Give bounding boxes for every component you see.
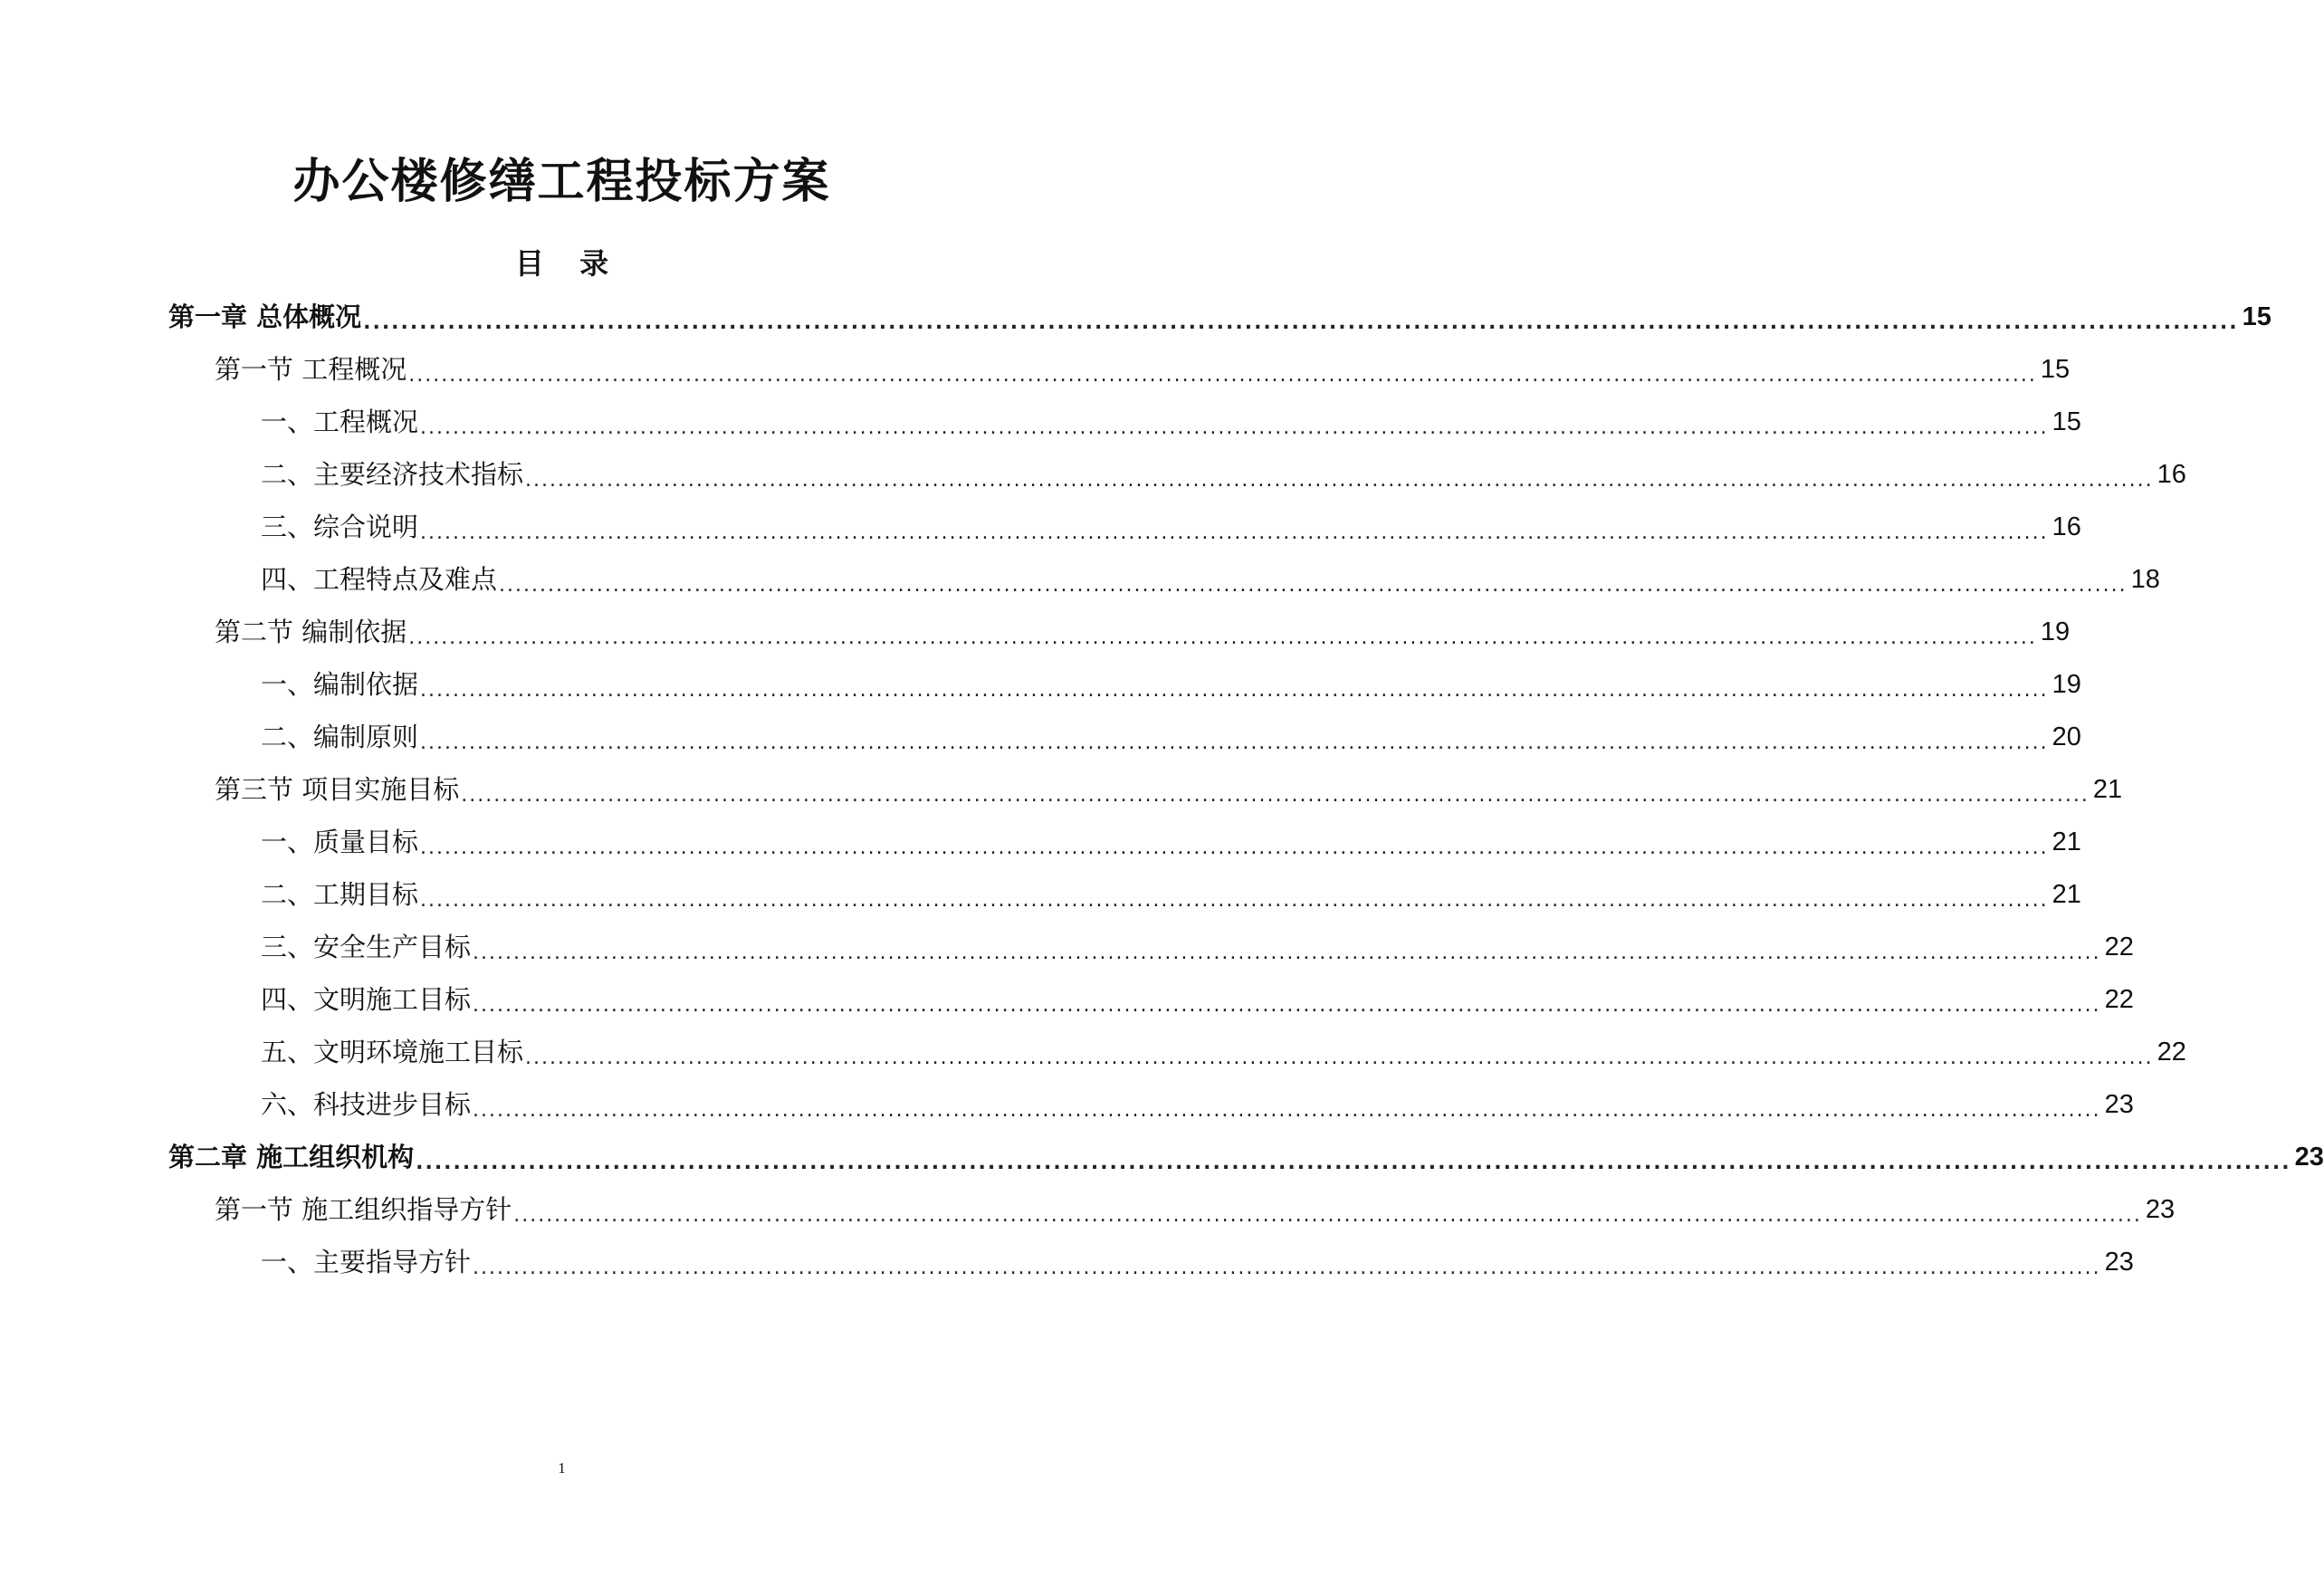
dot-leader: ........................................................................................................................................................................................................ <box>473 1099 2101 1122</box>
toc-entry-title: 四、工程特点及难点 <box>261 564 498 595</box>
toc-entry-page: 21 <box>2092 775 2123 804</box>
toc-entry-title: 第二节 编制依据 <box>215 617 407 647</box>
toc-entry-page: 16 <box>2051 512 2081 541</box>
toc-entry-page: 21 <box>2051 827 2081 856</box>
toc-entry-title: 一、工程概况 <box>261 407 419 437</box>
toc-entry[interactable] <box>261 927 2134 967</box>
toc-entry-title: 三、综合说明 <box>261 512 419 542</box>
dot-leader: ........................................................................................................................................................................................................ <box>408 627 2037 649</box>
dot-leader: ........................................................................................................................................................................................................ <box>420 889 2049 912</box>
toc-entry[interactable] <box>215 349 2071 389</box>
toc-entry-title: 第一节 施工组织指导方针 <box>215 1194 512 1225</box>
toc-entry-page: 22 <box>2157 1038 2186 1067</box>
dot-leader: ........................................................................................................................................................................................................ <box>420 732 2049 754</box>
dot-leader: ........................................................................................................................................................................................................ <box>499 574 2128 597</box>
toc-entry-title: 三、安全生产目标 <box>261 932 472 962</box>
toc-entry[interactable] <box>261 822 2081 862</box>
toc-entry-title: 第二章 施工组织机构 <box>168 1142 415 1172</box>
toc-heading: 目 录 <box>514 246 622 281</box>
toc-entry-page: 22 <box>2104 985 2134 1014</box>
toc-entry-page: 19 <box>2040 617 2071 646</box>
toc-entry-title: 一、质量目标 <box>261 827 419 857</box>
toc-entry-page: 19 <box>2051 670 2081 699</box>
toc-entry-title: 二、编制原则 <box>261 722 419 752</box>
dot-leader: ........................................................................................................................................................................................................ <box>420 416 2049 439</box>
toc-entry[interactable] <box>215 770 2123 809</box>
toc-entry-page: 16 <box>2157 460 2186 489</box>
toc-entry[interactable] <box>261 454 2186 494</box>
toc-entry[interactable] <box>261 507 2081 547</box>
toc-entry-page: 21 <box>2051 880 2081 909</box>
toc-entry-title: 一、主要指导方针 <box>261 1247 472 1277</box>
toc-entry-page: 23 <box>2104 1090 2134 1119</box>
dot-leader: ........................................................................................................................................................................................................ <box>473 942 2101 964</box>
toc-entry-title: 第三节 项目实施目标 <box>215 774 460 805</box>
toc-entry[interactable] <box>261 717 2081 757</box>
toc-entry-page: 15 <box>2040 355 2071 384</box>
toc-entry[interactable] <box>261 1242 2134 1282</box>
toc-entry-title: 二、工期目标 <box>261 879 419 910</box>
toc-entry-page: 15 <box>2242 302 2271 331</box>
document-title: 办公楼修缮工程投标方案 <box>292 155 831 209</box>
toc-entry-page: 15 <box>2051 407 2081 436</box>
toc-entry-title: 一、编制依据 <box>261 669 419 700</box>
toc-entry-page: 23 <box>2294 1143 2324 1172</box>
toc-entry-page: 23 <box>2104 1248 2134 1277</box>
toc-entry-title: 二、主要经济技术指标 <box>261 459 524 490</box>
toc-entry-title: 四、文明施工目标 <box>261 984 472 1015</box>
dot-leader: ........................................................................................................................................................................................................ <box>525 1047 2154 1069</box>
dot-leader: ........................................................................................................................................................................................................ <box>525 469 2154 492</box>
dot-leader: ........................................................................................................................................................................................................ <box>420 679 2049 702</box>
dot-leader: ........................................................................................................................................................................................................ <box>513 1204 2142 1227</box>
toc-entry[interactable] <box>261 402 2081 442</box>
toc-entry[interactable] <box>261 980 2134 1019</box>
dot-leader: ........................................................................................................................................................................................................ <box>461 784 2090 807</box>
toc-entry-title: 第一章 总体概况 <box>168 301 362 332</box>
toc-entry-title: 第一节 工程概况 <box>215 354 407 385</box>
dot-leader: ........................................................................................................................................................................................................ <box>420 521 2049 544</box>
toc-entry[interactable] <box>215 612 2071 652</box>
toc-entry-page: 20 <box>2051 722 2081 751</box>
dot-leader: ........................................................................................................................................................................................................ <box>416 1152 2291 1174</box>
toc-entry[interactable] <box>215 1190 2176 1229</box>
dot-leader: ........................................................................................................................................................................................................ <box>473 994 2101 1017</box>
dot-leader: ........................................................................................................................................................................................................ <box>408 364 2037 387</box>
dot-leader: ........................................................................................................................................................................................................ <box>363 311 2239 334</box>
toc-entry[interactable] <box>168 297 2271 337</box>
toc-entry[interactable] <box>261 665 2081 704</box>
toc-entry[interactable] <box>168 1137 2324 1177</box>
page-number: 1 <box>558 1459 566 1477</box>
toc-entry-title: 五、文明环境施工目标 <box>261 1037 524 1067</box>
toc-entry[interactable] <box>261 560 2160 599</box>
toc-entry-page: 23 <box>2145 1195 2176 1224</box>
toc-entry[interactable] <box>261 1032 2186 1072</box>
dot-leader: ........................................................................................................................................................................................................ <box>473 1257 2101 1279</box>
dot-leader: ........................................................................................................................................................................................................ <box>420 837 2049 859</box>
toc-entry-page: 18 <box>2130 565 2160 594</box>
toc-entry[interactable] <box>261 875 2081 914</box>
toc-entry-title: 六、科技进步目标 <box>261 1089 472 1120</box>
toc-entry-page: 22 <box>2104 933 2134 961</box>
toc-entry[interactable] <box>261 1085 2134 1124</box>
